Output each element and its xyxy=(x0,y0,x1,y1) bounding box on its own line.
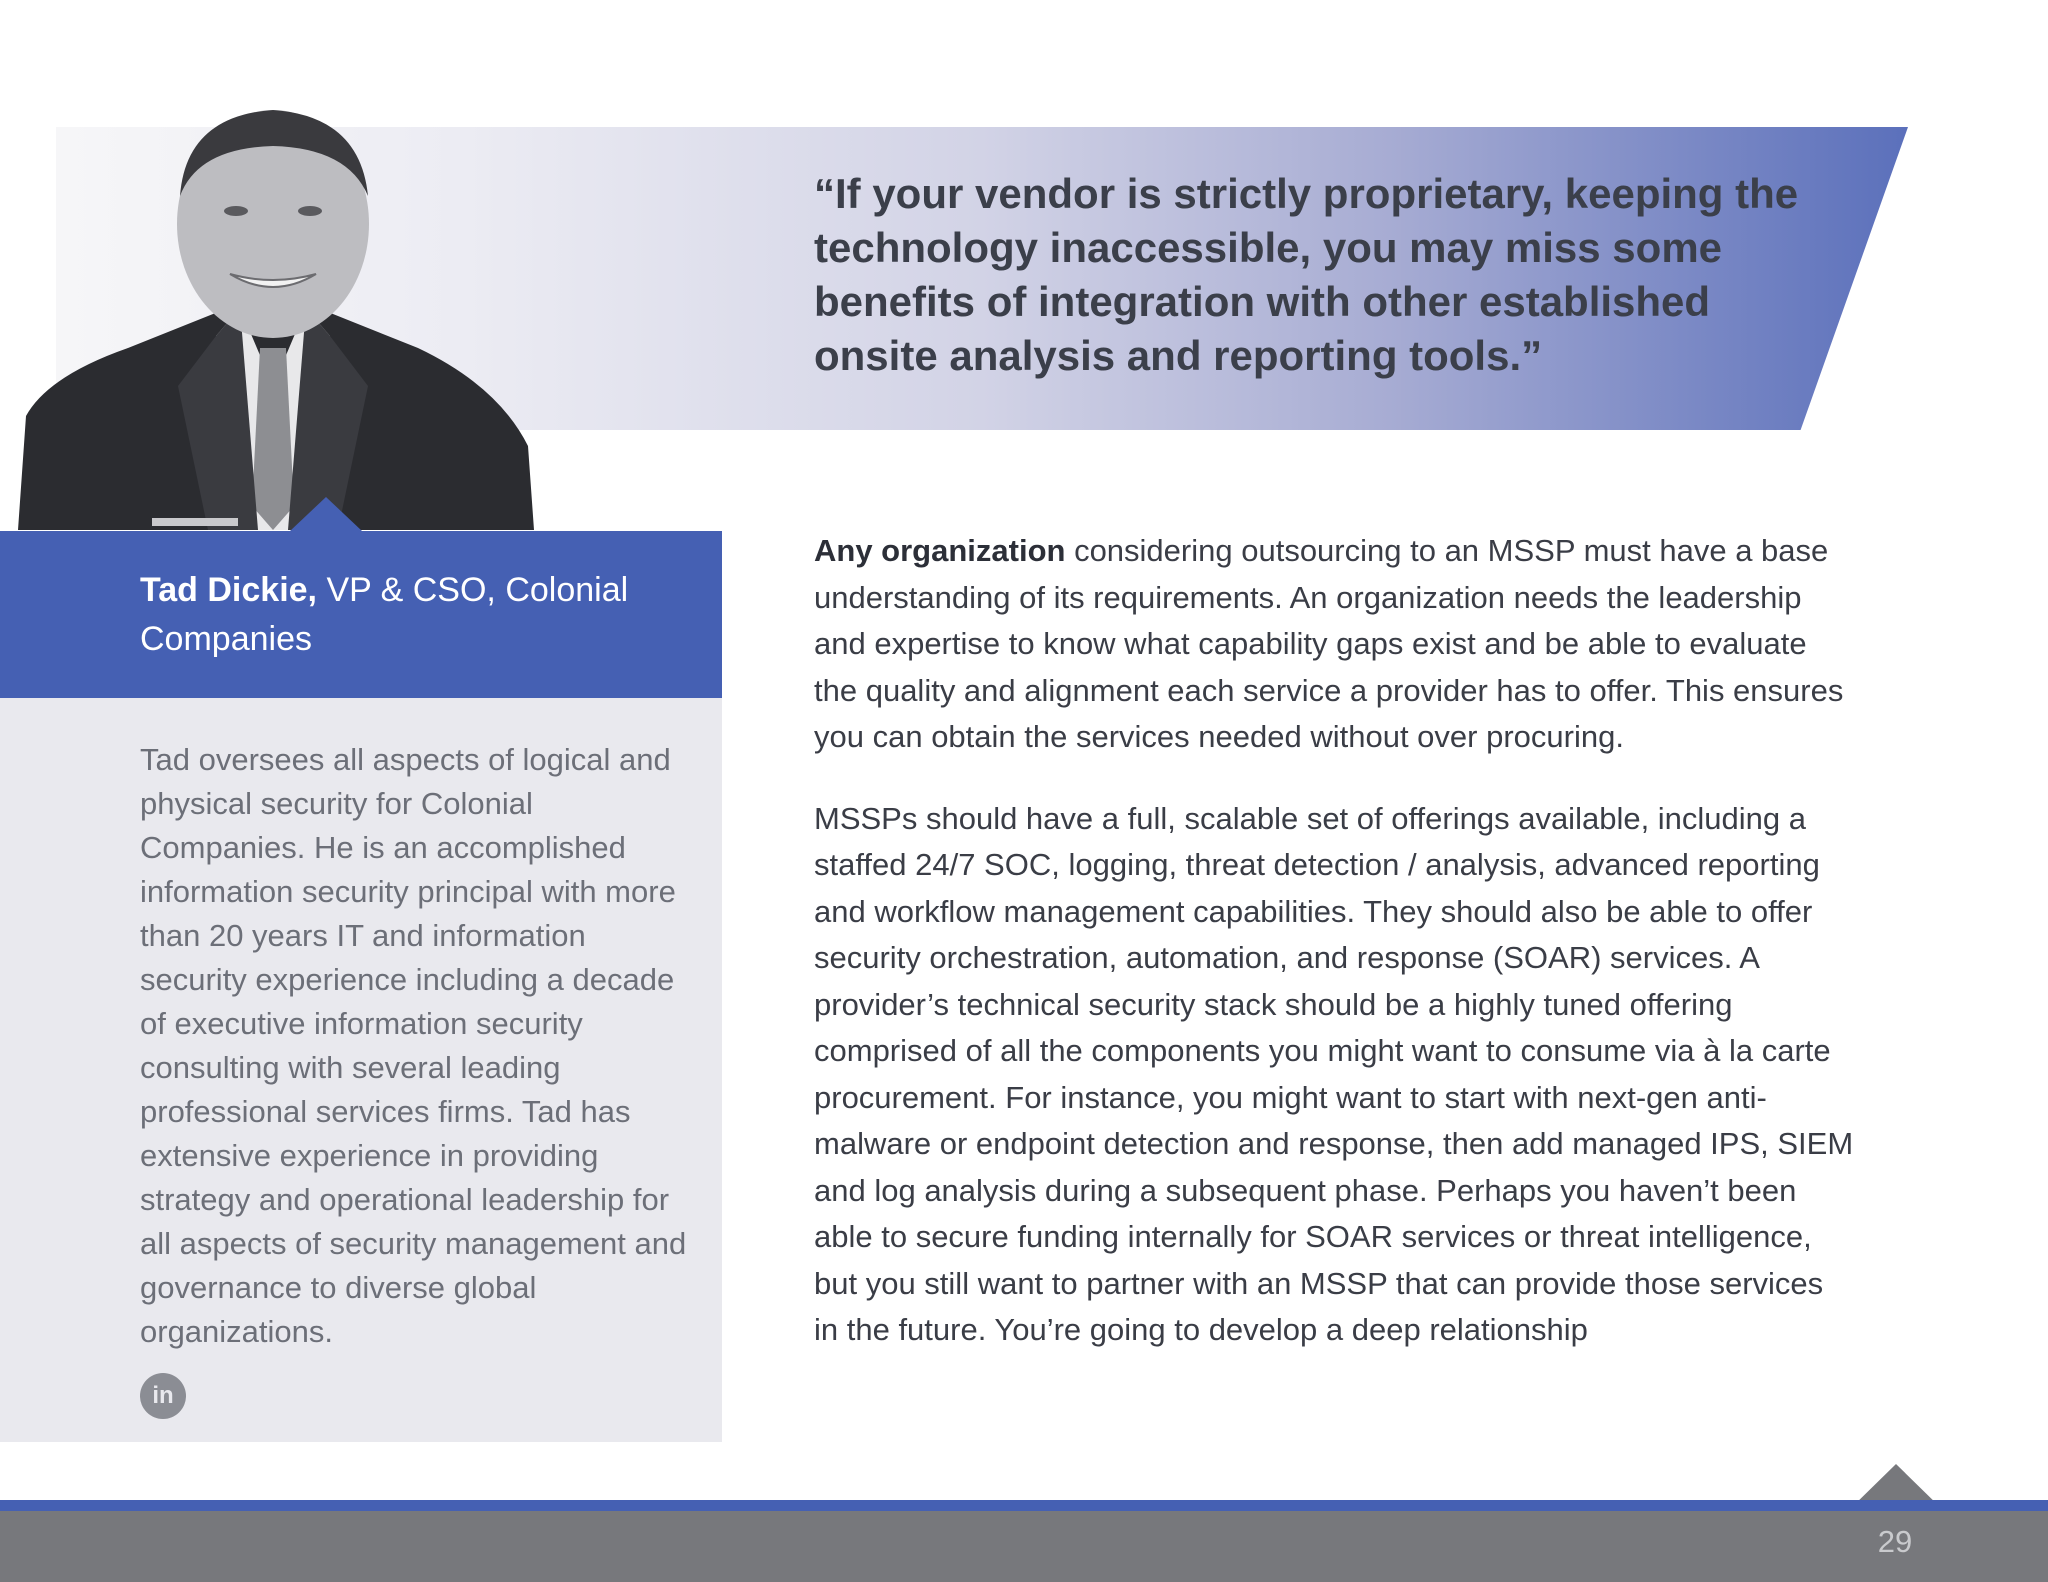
article-body xyxy=(814,528,1854,1389)
profile-name-title xyxy=(140,566,680,664)
footer-accent-line xyxy=(0,1500,2048,1511)
pull-quote: “If your vendor is strictly proprietary, keeping the technology inaccessible, you may miss some benefits of integration with other established onsite analysis and reporting tools.” xyxy=(814,170,1799,379)
profile-title: VP & CSO, Colonial Companies xyxy=(140,571,629,658)
eye-right xyxy=(298,206,322,216)
body-paragraph-2: MSSPs should have a full, scalable set of offerings available, including a staffed 24/7 SOC, logging, threat detection / analysis, advanced reporting and workflow management capabilities. They should also be able to offer security orchestration, automation, and response (SOAR) services. A provider’s technical security stack should be a highly tuned offering comprised of all the components you might want to consume via à la carte procurement. For instance, you might want to start with next-gen anti-malware or endpoint detection and response, then add managed IPS, SIEM and log analysis during a subsequent phase. Perhaps you haven’t been able to secure funding internally for SOAR services or threat intelligence, but you still want to partner with an MSSP that can provide those services in the future. You’re going to develop a deep relationship xyxy=(814,800,1854,1347)
pocket-square xyxy=(152,518,238,526)
profile-name: Tad Dickie, xyxy=(140,571,317,609)
body-paragraph-1 xyxy=(814,528,1854,761)
name-box-pointer xyxy=(290,497,362,531)
linkedin-icon[interactable]: in xyxy=(140,1373,186,1419)
portrait-photo xyxy=(8,86,538,530)
footer-bar xyxy=(0,1511,2048,1582)
paragraph-lead: Any organization xyxy=(814,533,1066,568)
paragraph-1-text: considering outsourcing to an MSSP must have a base understanding of its requirements. An organization needs the leadership and expertise to know what capability gaps exist and be able to evaluate the quality and alignment each service a provider has to offer. This ensures you can obtain the services needed without over procuring. xyxy=(814,533,1844,754)
page-number: 29 xyxy=(1877,1524,1913,1559)
profile-bio: Tad oversees all aspects of logical and physical security for Colonial Companies. He is an accomplished information security principal with more than 20 years IT and information security experience including a decade of executive information security consulting with several leading professional services firms. Tad has extensive experience in providing strategy and operational leadership for all aspects of security management and governance to diverse global organizations. xyxy=(140,742,687,1349)
eye-left xyxy=(224,206,248,216)
